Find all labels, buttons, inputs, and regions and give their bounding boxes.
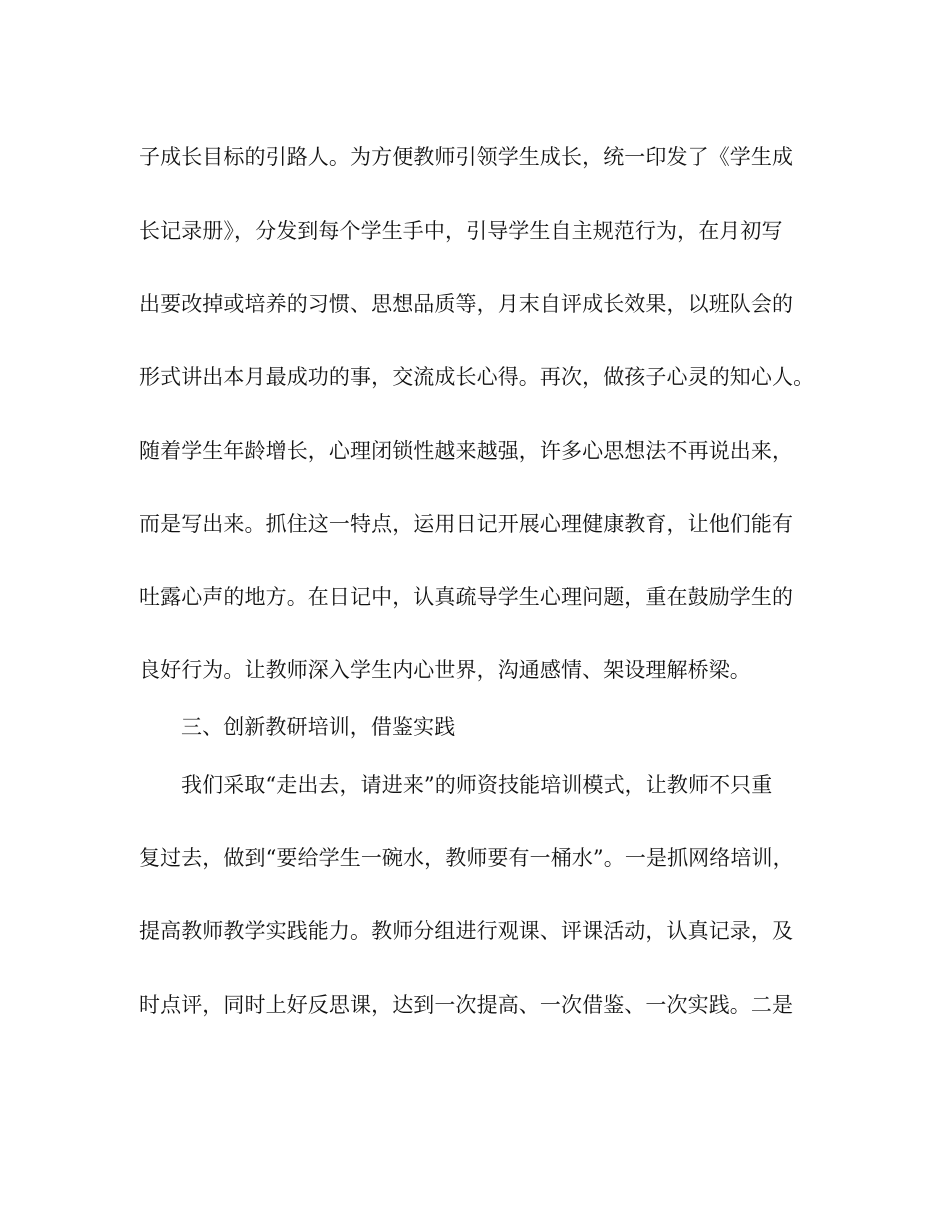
body-text-line: 复过去，做到“要给学生一碗水，教师要有一桶水”。一是抓网络培训， — [139, 846, 794, 870]
body-text-line: 良好行为。让教师深入学生内心世界，沟通感情、架设理解桥梁。 — [139, 658, 751, 682]
body-text-line: 时点评，同时上好反思课，达到一次提高、一次借鉴、一次实践。二是 — [139, 993, 794, 1017]
body-text-line: 随着学生年龄增长，心理闭锁性越来越强，许多心思想法不再说出来， — [139, 439, 794, 463]
body-text-line: 吐露心声的地方。在日记中，认真疏导学生心理问题，重在鼓励学生的 — [139, 585, 794, 609]
section-heading: 三、创新教研培训，借鉴实践 — [181, 715, 456, 739]
paragraph-first-line: 我们采取“走出去，请进来”的师资技能培训模式，让教师不只重 — [181, 773, 773, 797]
body-text-line: 出要改掉或培养的习惯、思想品质等，月末自评成长效果，以班队会的 — [139, 292, 794, 316]
body-text-line: 长记录册》，分发到每个学生手中，引导学生自主规范行为，在月初写 — [139, 219, 783, 243]
body-text-line: 而是写出来。抓住这一特点，运用日记开展心理健康教育，让他们能有 — [139, 512, 794, 536]
body-text-line: 子成长目标的引路人。为方便教师引领学生成长，统一印发了《学生成 — [139, 145, 794, 169]
body-text-line: 提高教师教学实践能力。教师分组进行观课、评课活动，认真记录，及 — [139, 919, 794, 943]
body-text-line: 形式讲出本月最成功的事，交流成长心得。再次，做孩子心灵的知心人。 — [139, 365, 815, 389]
